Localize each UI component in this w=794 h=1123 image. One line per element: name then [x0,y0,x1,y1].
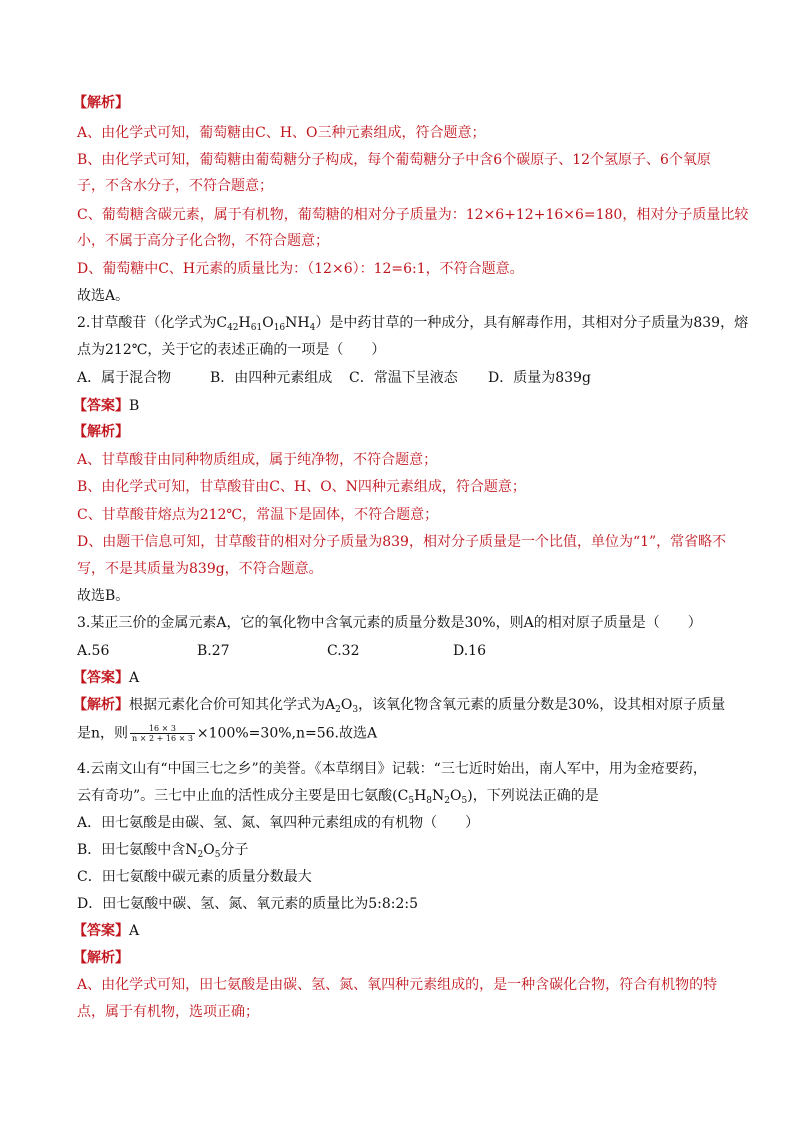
answer-line: 【答案】A [73,923,140,939]
answer-line: 【答案】B [73,398,140,414]
analysis-line: A、由化学式可知，葡萄糖由C、H、O三种元素组成，符合题意； [77,125,486,141]
option-c: C．常温下呈液态 [349,370,458,386]
analysis-line: A、由化学式可知，田七氨酸是由碳、氢、氮、氧四种元素组成的，是一种含碳化合物，符合有机物的特 [77,977,718,993]
question-4-stem: 4.云南文山有“中国三七之乡”的美誉。《本草纲目》记载：“三七近时始出，南人军中，用为金疮要药， [77,761,707,777]
option-d: D．质量为839g [488,370,591,386]
analysis-line: 写，不是其质量为839g，不符合题意。 [77,561,323,577]
option-b: B．田七氨酸中含$N_2O_5$分子 [77,842,249,860]
option-d: D．田七氨酸中碳、氢、氮、氧元素的质量比为5:8:2:5 [77,896,419,912]
analysis-tag: 【解析】 [73,950,129,966]
analysis-line: D、葡萄糖中C、H元素的质量比为：（12×6）：12=6:1，不符合题意。 [77,261,524,277]
option-c: C.32 [327,643,360,659]
analysis-tag: 【解析】 [73,95,129,111]
analysis-line: 小，不属于高分子化合物，不符合题意； [77,233,329,249]
analysis-line: A、甘草酸苷由同种物质组成，属于纯净物，不符合题意； [77,452,438,468]
analysis-inline: 【解析】根据元素化合价可知其化学式为$A_2O_3$，该氧化物含氧元素的质量分数是30%，设其相对原子质量 [73,697,726,715]
choose-line: 故选A。 [77,288,130,304]
fraction: $\frac{16 \times 3}{n \times 2 + 16 \times 3}$ [132,724,193,743]
analysis-line: 子，不含水分子，不符合题意； [77,178,273,194]
question-4-stem-line2: 云有奇功”。三七中止血的活性成分主要是田七氨酸$(C_5H_8N_2O_5)$，下列说法正确的是 [77,788,599,806]
question-2-stem-line2: 点为212℃，关于它的表述正确的一项是（ ） [77,342,386,358]
analysis-line: C、葡萄糖含碳元素，属于有机物，葡萄糖的相对分子质量为：12×6+12+16×6=180，相对分子质量比较 [77,207,749,223]
option-d: D.16 [453,643,486,659]
analysis-tag: 【解析】 [73,424,129,440]
option-a: A．田七氨酸是由碳、氢、氮、氧四种元素组成的有机物（ ） [77,815,480,831]
option-c: C．田七氨酸中碳元素的质量分数最大 [77,869,312,885]
question-2-stem: 2.甘草酸苷（化学式为$C_{42}H_{61}O_{16}NH_4$）是中药甘草的一种成分，具有解毒作用，其相对分子质量为839，熔 [77,315,749,333]
option-a: A.56 [77,643,110,659]
answer-line: 【答案】A [73,670,140,686]
analysis-line: 点，属于有机物，选项正确； [77,1004,259,1020]
analysis-line: B、由化学式可知，葡萄糖由葡萄糖分子构成，每个葡萄糖分子中含6个碳原子、12个氢原子、6个氧原 [77,152,711,168]
choose-line: 故选B。 [77,588,130,604]
option-a: A．属于混合物 [77,370,172,386]
analysis-line: B、由化学式可知，甘草酸苷由C、H、O、N四种元素组成，符合题意； [77,479,526,495]
option-b: B．由四种元素组成 [210,370,333,386]
analysis-inline-line2: 是n，则 $\frac{16 \times 3}{n \times 2 + 16 \times 3}$ ×100%=30%,n=56.故选A [77,724,378,743]
analysis-line: D、由题干信息可知，甘草酸苷的相对分子质量为839，相对分子质量是一个比值，单位为“1”，常省略不 [77,534,727,550]
analysis-line: C、甘草酸苷熔点为212℃，常温下是固体，不符合题意； [77,507,439,523]
option-b: B.27 [197,643,230,659]
question-3-stem: 3.某正三价的金属元素A，它的氧化物中含氧元素的质量分数是30%，则A的相对原子质量是（ ） [77,615,702,631]
